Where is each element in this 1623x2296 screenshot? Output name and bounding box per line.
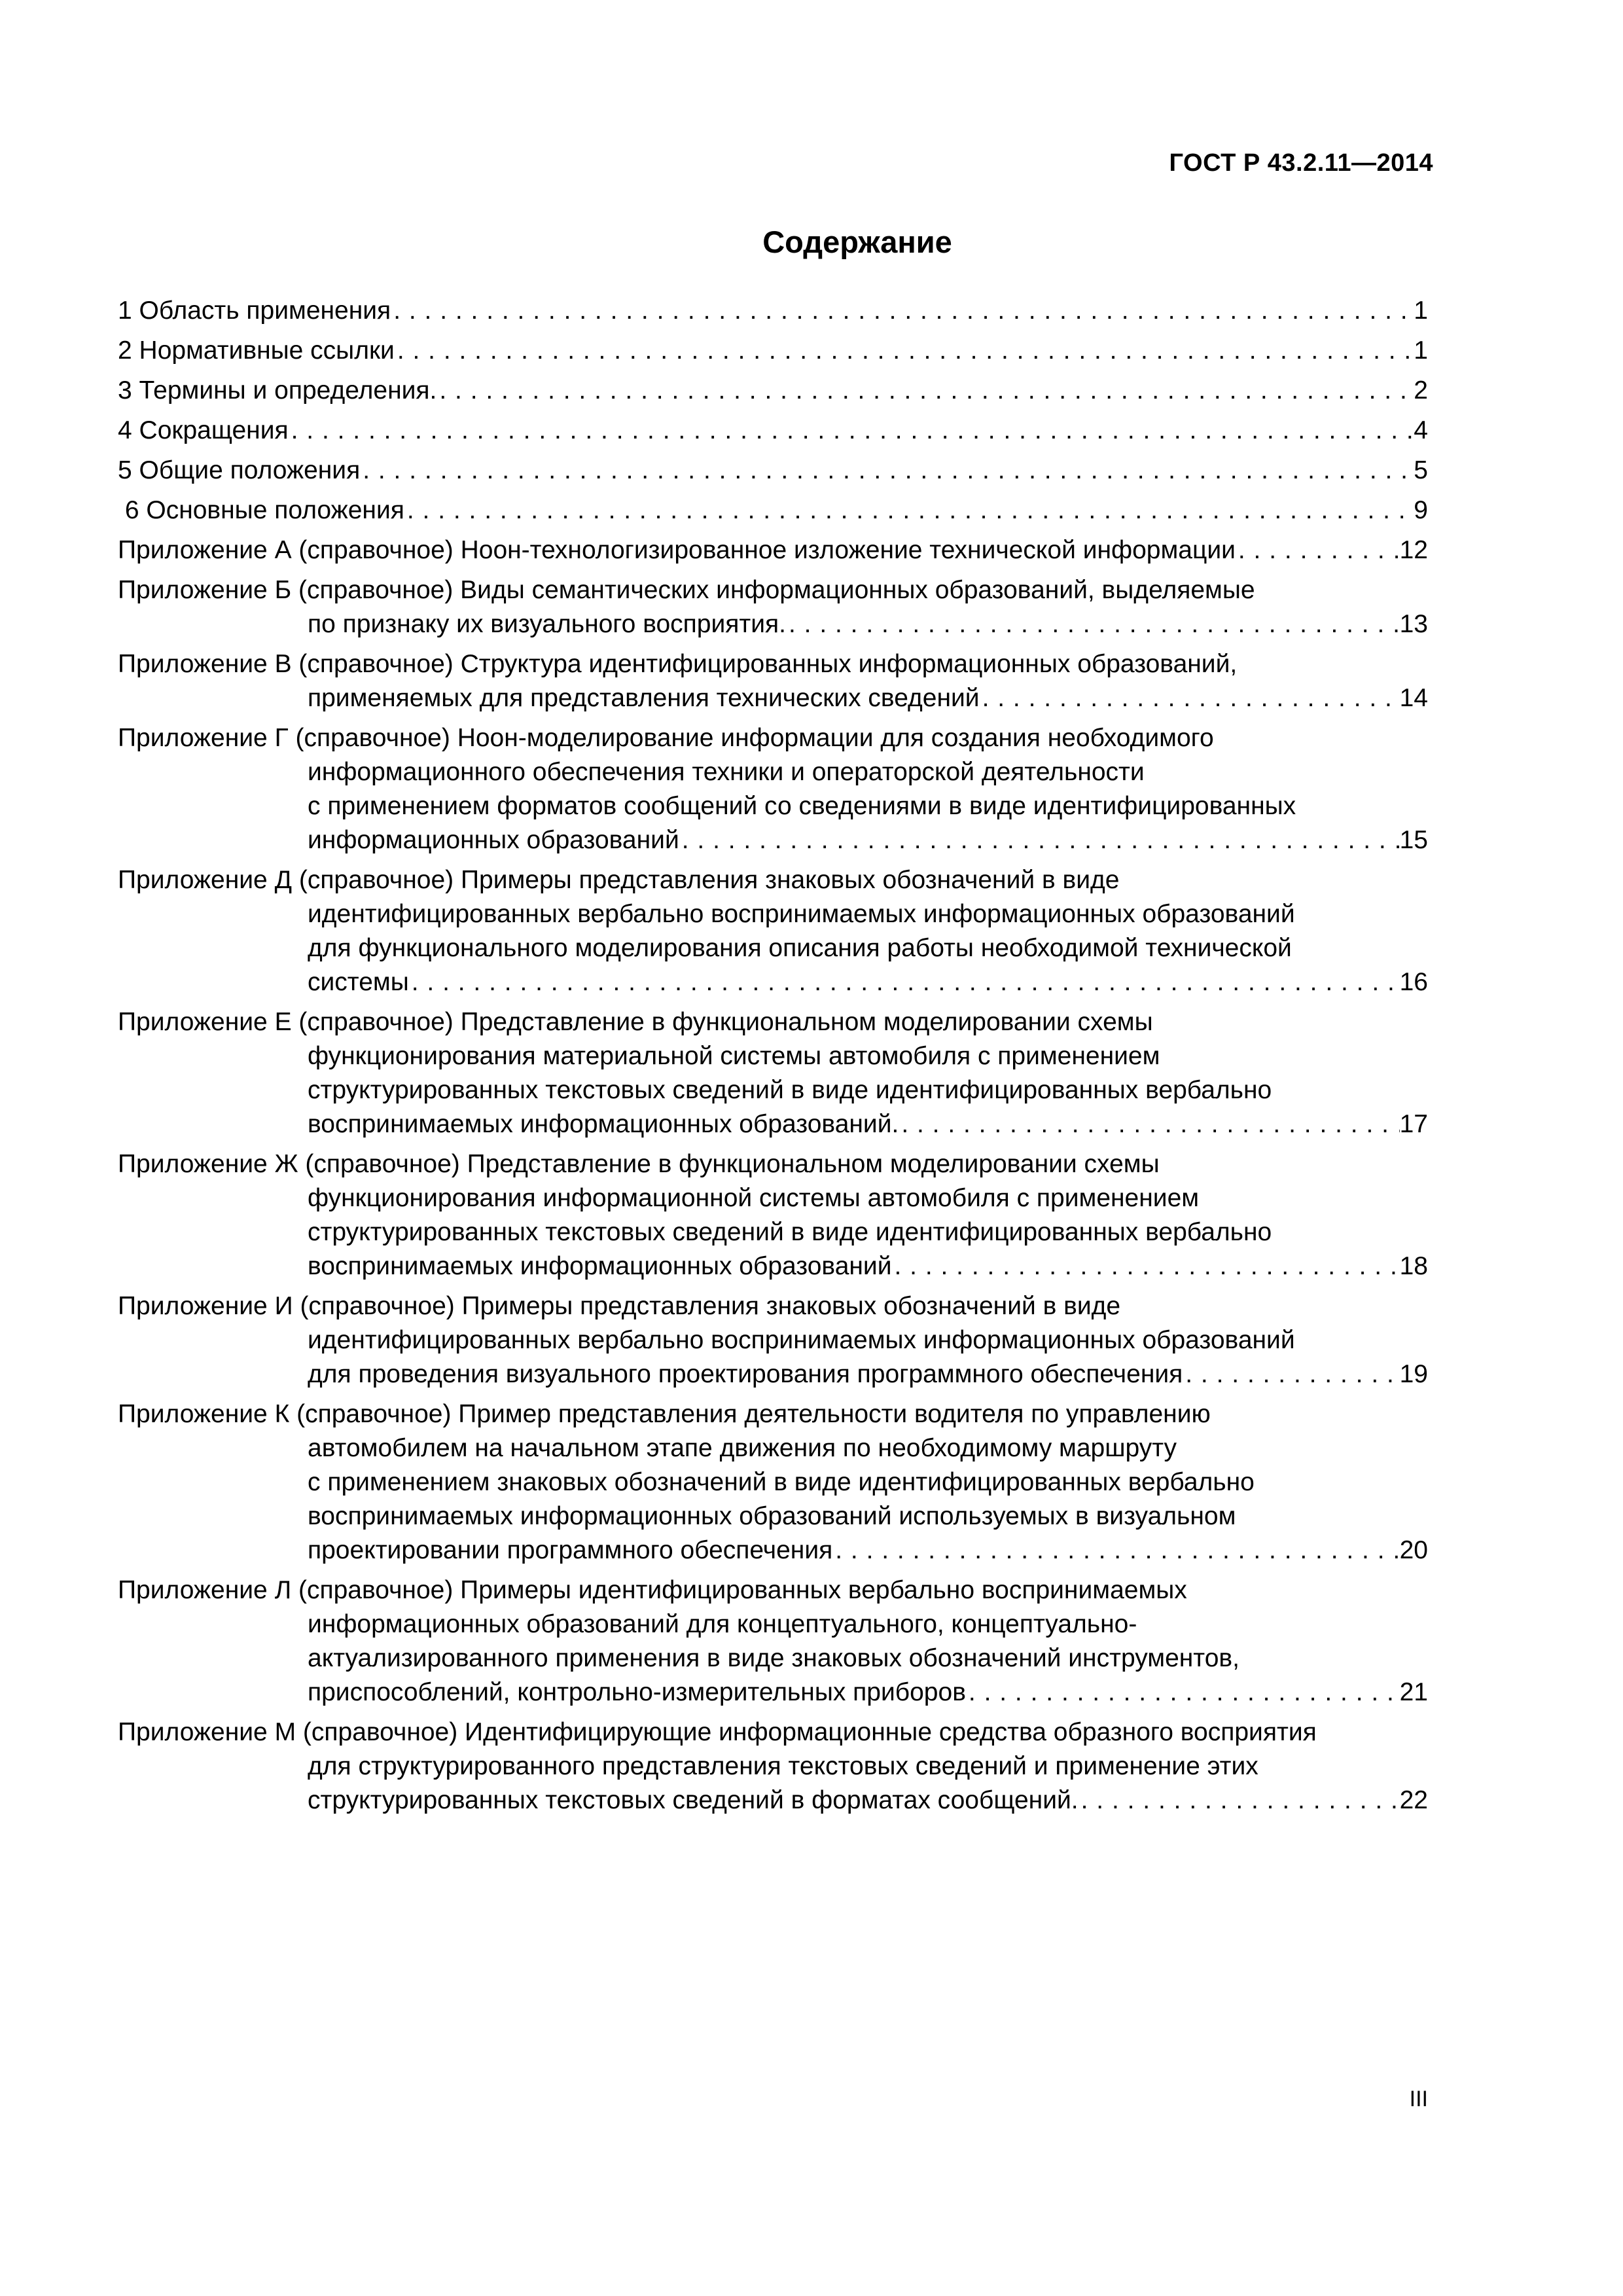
- toc-entry[interactable]: [118, 533, 1428, 567]
- toc-entry-text: 4 Сокращения: [118, 416, 289, 444]
- toc-entry-text: 5 Общие положения: [118, 456, 361, 484]
- toc-entry-line: [118, 1573, 1428, 1607]
- toc-entry-text: автомобилем на начальном этапе движения по необходимому маршруту: [308, 1434, 1177, 1462]
- toc-entry-text: информационных образований для концептуального, концептуально-: [308, 1610, 1137, 1638]
- toc-page-number: 13: [1399, 610, 1428, 638]
- toc-entry-line: [118, 1005, 1428, 1039]
- toc-page-number: 21: [1399, 1678, 1428, 1706]
- toc-entry-text: Приложение И (справочное) Примеры представления знаковых обозначений в виде: [118, 1292, 1121, 1320]
- dot-leader: [1183, 1357, 1399, 1391]
- toc-entry-text: Приложение М (справочное) Идентифицирующие информационные средства образного восприятия: [118, 1718, 1317, 1746]
- toc-entry-text: применяемых для представления технических сведений: [308, 684, 980, 712]
- toc-entry[interactable]: [118, 1289, 1428, 1391]
- toc-entry-last-line: [118, 965, 1428, 999]
- toc-entry-line: [118, 1715, 1428, 1749]
- toc-entry-line: [118, 897, 1428, 931]
- toc-entry-line: [118, 1499, 1428, 1534]
- toc-entry-line: [118, 1607, 1428, 1641]
- dot-leader: [966, 1676, 1400, 1710]
- toc-page-number: 16: [1399, 968, 1428, 996]
- toc-entry[interactable]: [118, 863, 1428, 999]
- toc-entry[interactable]: [118, 721, 1428, 857]
- toc-entry[interactable]: [118, 294, 1428, 328]
- dot-leader: [289, 414, 1414, 448]
- toc-entry-last-line: [118, 414, 1428, 448]
- toc-entry-text: 3 Термины и определения.: [118, 376, 437, 404]
- toc-page-number: 18: [1399, 1252, 1428, 1280]
- toc-entry-text: с применением форматов сообщений со сведениями в виде идентифицированных: [308, 792, 1296, 820]
- toc-entry-last-line: [118, 1534, 1428, 1568]
- toc-entry-text: Приложение Д (справочное) Примеры представления знаковых обозначений в виде: [118, 866, 1120, 894]
- standard-code: ГОСТ Р 43.2.11—2014: [1169, 149, 1433, 177]
- toc-page-number: 17: [1399, 1110, 1428, 1138]
- toc-entry[interactable]: [118, 647, 1428, 715]
- toc-entry-text: Приложение Б (справочное) Виды семантических информационных образований, выделяемые: [118, 576, 1255, 604]
- toc-page-number: 14: [1399, 684, 1428, 712]
- toc-entry[interactable]: [118, 1397, 1428, 1568]
- toc-entry-line: [118, 647, 1428, 681]
- toc-entry-text: Приложение В (справочное) Структура идентифицированных информационных образований,: [118, 650, 1238, 678]
- toc-entry-text: 6 Основные положения: [118, 496, 404, 524]
- toc-entry-last-line: [118, 1107, 1428, 1141]
- toc-entry[interactable]: [118, 493, 1428, 528]
- table-of-contents: [118, 294, 1428, 1818]
- toc-entry-text: актуализированного применения в виде знаковых обозначений инструментов,: [308, 1644, 1240, 1672]
- toc-page-number: 1: [1414, 336, 1428, 365]
- toc-entry-text: воспринимаемых информационных образований: [308, 1252, 892, 1280]
- toc-entry-text: для структурированного представления текстовых сведений и применение этих: [308, 1752, 1258, 1780]
- toc-entry-last-line: [118, 1676, 1428, 1710]
- toc-entry-line: [118, 573, 1428, 607]
- toc-entry-text: информационных образований: [308, 826, 679, 854]
- toc-entry-last-line: [118, 533, 1428, 567]
- toc-entry-line: [118, 1749, 1428, 1784]
- dot-leader: [404, 493, 1414, 528]
- toc-entry-last-line: [118, 1357, 1428, 1391]
- toc-entry-text: 2 Нормативные ссылки: [118, 336, 395, 365]
- toc-entry-text: Приложение Ж (справочное) Представление в функциональном моделировании схемы: [118, 1150, 1160, 1178]
- toc-page-number: 22: [1399, 1786, 1428, 1814]
- toc-entry[interactable]: [118, 334, 1428, 368]
- toc-entry-line: [118, 721, 1428, 755]
- page-title: Содержание: [762, 224, 952, 259]
- toc-entry-text: Приложение А (справочное) Ноон-технологизированное изложение технической информации: [118, 536, 1236, 564]
- dot-leader: [1236, 533, 1400, 567]
- toc-entry-text: Приложение К (справочное) Пример представления деятельности водителя по управлению: [118, 1400, 1211, 1428]
- toc-entry-line: [118, 1073, 1428, 1107]
- dot-leader: [1079, 1784, 1400, 1818]
- toc-entry-line: [118, 1431, 1428, 1465]
- dot-leader: [980, 681, 1400, 715]
- page-number: III: [1409, 2087, 1428, 2111]
- toc-entry-last-line: [118, 334, 1428, 368]
- toc-entry-line: [118, 1641, 1428, 1676]
- toc-entry-last-line: [118, 823, 1428, 857]
- toc-entry-text: структурированных текстовых сведений в виде идентифицированных вербально: [308, 1076, 1272, 1104]
- toc-entry-text: воспринимаемых информационных образований.: [308, 1110, 899, 1138]
- toc-entry-last-line: [118, 454, 1428, 488]
- toc-entry-line: [118, 1181, 1428, 1215]
- toc-entry-line: [118, 1397, 1428, 1431]
- toc-entry-line: [118, 1289, 1428, 1323]
- toc-entry-text: идентифицированных вербально воспринимаемых информационных образований: [308, 1326, 1295, 1354]
- dot-leader: [409, 965, 1400, 999]
- toc-entry-last-line: [118, 1784, 1428, 1818]
- toc-entry-line: [118, 789, 1428, 823]
- toc-entry[interactable]: [118, 454, 1428, 488]
- toc-entry-text: Приложение Л (справочное) Примеры идентифицированных вербально воспринимаемых: [118, 1576, 1187, 1604]
- toc-page-number: 15: [1399, 826, 1428, 854]
- toc-entry[interactable]: [118, 573, 1428, 641]
- toc-entry-text: для проведения визуального проектирования программного обеспечения: [308, 1360, 1183, 1388]
- toc-entry-last-line: [118, 1249, 1428, 1283]
- toc-entry-last-line: [118, 493, 1428, 528]
- toc-entry[interactable]: [118, 1573, 1428, 1710]
- dot-leader: [391, 294, 1414, 328]
- toc-entry-text: структурированных текстовых сведений в форматах сообщений.: [308, 1786, 1079, 1814]
- toc-entry-line: [118, 1323, 1428, 1357]
- toc-page-number: 4: [1414, 416, 1428, 444]
- dot-leader: [679, 823, 1400, 857]
- toc-entry-last-line: [118, 681, 1428, 715]
- toc-entry-line: [118, 1039, 1428, 1073]
- toc-page-number: 5: [1414, 456, 1428, 484]
- toc-entry-line: [118, 1215, 1428, 1249]
- toc-entry-line: [118, 755, 1428, 789]
- toc-entry[interactable]: [118, 414, 1428, 448]
- toc-entry-last-line: [118, 607, 1428, 641]
- dot-leader: [360, 454, 1414, 488]
- toc-page-number: 9: [1414, 496, 1428, 524]
- toc-page-number: 19: [1399, 1360, 1428, 1388]
- toc-entry-text: 1 Область применения: [118, 296, 391, 325]
- toc-entry[interactable]: [118, 1005, 1428, 1141]
- toc-entry-text: идентифицированных вербально воспринимаемых информационных образований: [308, 900, 1295, 928]
- dot-leader: [892, 1249, 1400, 1283]
- toc-entry-text: Приложение Е (справочное) Представление в функциональном моделировании схемы: [118, 1008, 1153, 1036]
- dot-leader: [395, 334, 1414, 368]
- dot-leader: [786, 607, 1400, 641]
- toc-entry-line: [118, 931, 1428, 965]
- toc-entry-text: информационного обеспечения техники и операторской деятельности: [308, 758, 1145, 786]
- toc-entry-last-line: [118, 294, 1428, 328]
- toc-entry-text: Приложение Г (справочное) Ноон-моделирование информации для создания необходимого: [118, 724, 1214, 752]
- toc-page-number: 1: [1414, 296, 1428, 325]
- toc-entry-line: [118, 1465, 1428, 1499]
- toc-page-number: 20: [1399, 1536, 1428, 1564]
- toc-entry-text: по признаку их визуального восприятия.: [308, 610, 786, 638]
- toc-entry-text: с применением знаковых обозначений в виде идентифицированных вербально: [308, 1468, 1255, 1496]
- toc-entry-text: системы: [308, 968, 409, 996]
- dot-leader: [899, 1107, 1399, 1141]
- toc-entry-line: [118, 863, 1428, 897]
- toc-entry-last-line: [118, 374, 1428, 408]
- toc-page-number: 12: [1399, 536, 1428, 564]
- toc-entry-text: функционирования материальной системы автомобиля с применением: [308, 1042, 1160, 1070]
- toc-entry-text: функционирования информационной системы автомобиля с применением: [308, 1184, 1200, 1212]
- toc-page-number: 2: [1414, 376, 1428, 404]
- toc-entry-text: приспособлений, контрольно-измерительных приборов: [308, 1678, 966, 1706]
- dot-leader: [832, 1534, 1399, 1568]
- toc-entry-text: воспринимаемых информационных образований используемых в визуальном: [308, 1502, 1236, 1530]
- toc-entry[interactable]: [118, 374, 1428, 408]
- dot-leader: [437, 374, 1414, 408]
- toc-entry[interactable]: [118, 1715, 1428, 1818]
- toc-entry-text: структурированных текстовых сведений в виде идентифицированных вербально: [308, 1218, 1272, 1246]
- toc-entry-text: для функционального моделирования описания работы необходимой технической: [308, 934, 1292, 962]
- toc-entry-line: [118, 1147, 1428, 1181]
- toc-entry[interactable]: [118, 1147, 1428, 1283]
- toc-entry-text: проектировании программного обеспечения: [308, 1536, 833, 1564]
